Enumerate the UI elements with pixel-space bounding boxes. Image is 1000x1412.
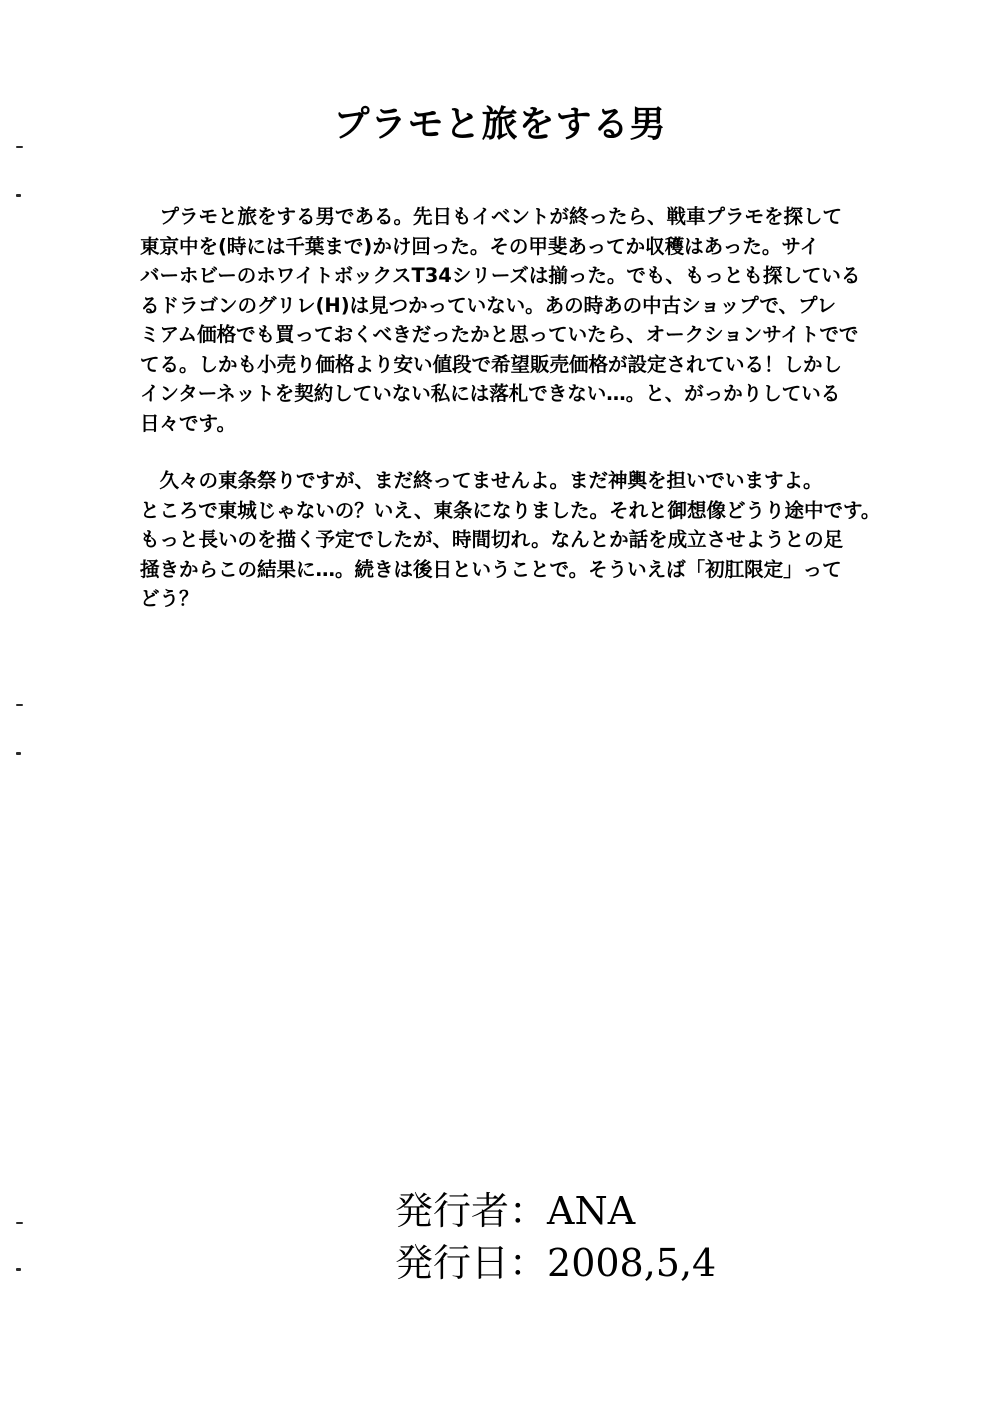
text-line: インターネットを契約していない私には落札できない…。と、がっかりしている	[140, 382, 841, 405]
publish-date-label: 発行日：	[395, 1241, 548, 1285]
text-line: 東京中を(時には千葉まで)かけ回った。その甲斐あってか収穫はあった。サイ	[140, 234, 820, 258]
text-line: ミアム価格でも買っておくべきだったかと思っていたら、オークションサイトでで	[140, 323, 859, 346]
publish-date: 2008,5,4	[547, 1241, 717, 1285]
text-line: どう？	[140, 587, 199, 610]
text-line: バーホビーのホワイトボックスT34シリーズは揃った。でも、もっとも探している	[140, 264, 861, 287]
page-title: プラモと旅をする男	[333, 104, 667, 145]
publisher-name: ANA	[547, 1189, 636, 1233]
publisher-row	[395, 1185, 716, 1237]
text-line: プラモと旅をする男である。先日もイベントが終ったら、戦車プラモを探して	[140, 205, 843, 228]
paragraph-2	[140, 466, 960, 614]
paragraph-1	[140, 202, 960, 438]
text-line: 日々です。	[140, 411, 236, 435]
colophon	[395, 1185, 716, 1289]
binding-hole-mark	[16, 194, 21, 197]
publisher-label: 発行者：	[395, 1189, 548, 1233]
publish-date-row	[395, 1237, 716, 1289]
text-line: 掻きからこの結果に…。続きは後日ということで。そういえば「初肛限定」って	[140, 557, 842, 581]
text-line: てる。しかも小売り価格より安い値段で希望販売価格が設定されている！しかし	[140, 352, 843, 376]
text-line: もっと長いのを描く予定でしたが、時間切れ。なんとか話を成立させようとの足	[140, 528, 844, 551]
binding-hole-mark	[16, 752, 21, 755]
text-line: るドラゴンのグリレ(H)は見つかっていない。あの時あの中古ショップで、プレ	[140, 293, 837, 317]
binding-hole-mark	[16, 1268, 21, 1271]
binding-hole-mark	[16, 1222, 23, 1224]
text-line: 久々の東条祭りですが、まだ終ってませんよ。まだ神輿を担いでいますよ。	[140, 469, 823, 492]
text-line: ところで東城じゃないの？いえ、東条になりました。それと御想像どうり途中です。	[140, 498, 881, 522]
afterword-text	[140, 202, 960, 614]
binding-hole-mark	[16, 704, 23, 706]
